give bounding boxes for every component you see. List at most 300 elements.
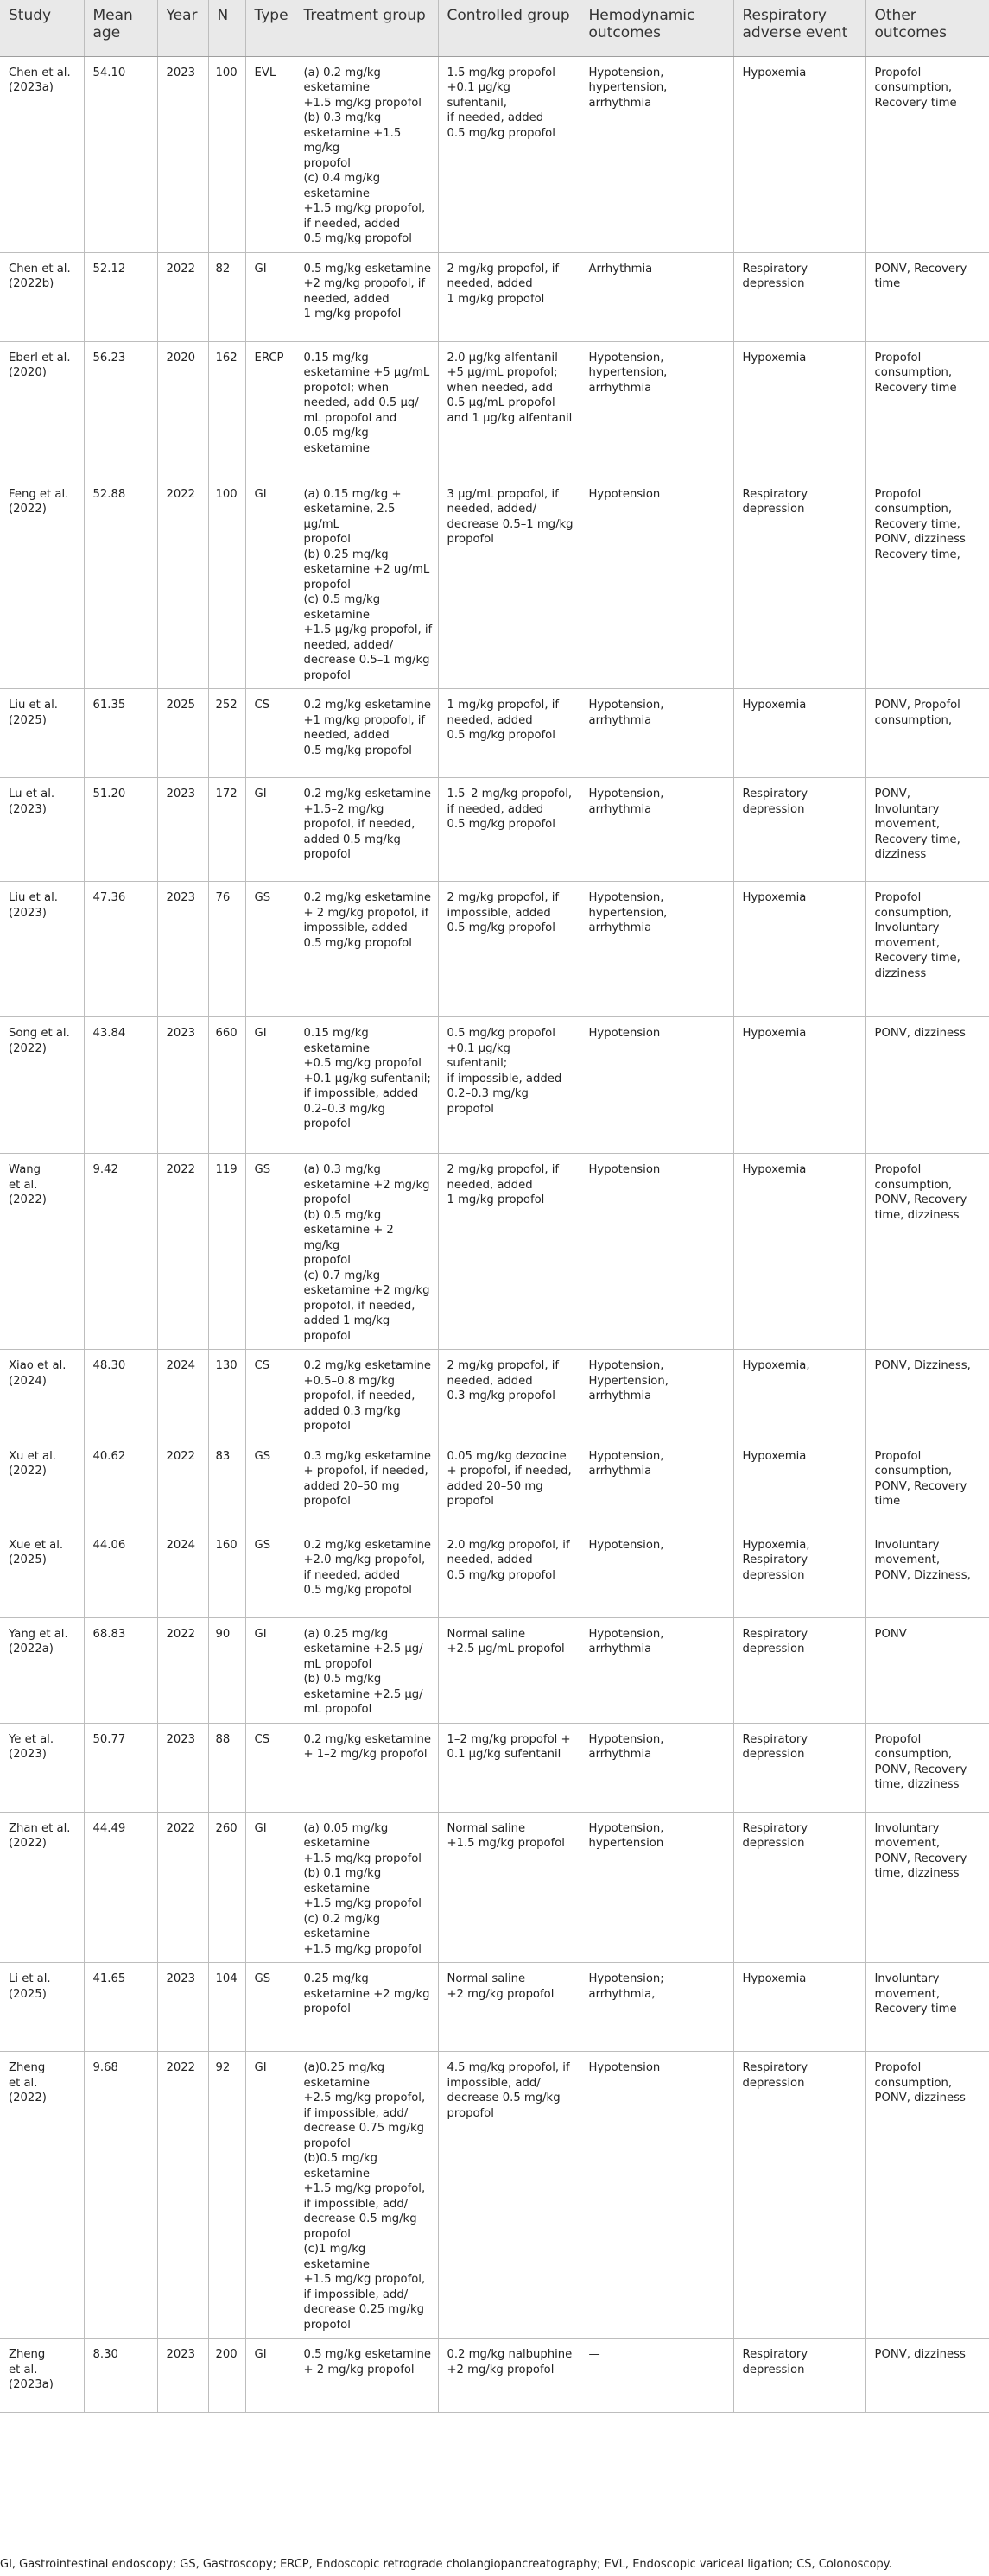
cell-text-line: when needed, add — [447, 381, 553, 395]
cell-text-line: Liu et al. — [9, 699, 58, 712]
cell-text-line: 0.5 mg/kg esketamine — [303, 262, 432, 275]
cell-hemodynamic-outcomes — [580, 1529, 733, 1617]
cell-text-line: (a) 0.05 mg/kg — [303, 1821, 389, 1835]
cell-mean-age: 9.42 — [84, 1154, 157, 1350]
cell-text-line: propofol — [303, 156, 351, 170]
cell-type: GS — [245, 1154, 295, 1350]
cell-text-line: 0.05 mg/kg dezocine — [447, 1449, 567, 1463]
table-row — [0, 341, 989, 478]
cell-text-line: + propofol, if needed, — [447, 1465, 572, 1478]
cell-study — [0, 1154, 84, 1350]
cell-text-line: Propofol — [874, 1732, 922, 1746]
cell-text-line: movement, — [874, 1987, 941, 2001]
cell-study — [0, 689, 84, 778]
cell-text-line: Respiratory — [742, 1554, 808, 1566]
cell-mean-age: 8.30 — [84, 2339, 157, 2413]
cell-mean-age: 48.30 — [84, 1350, 157, 1440]
cell-hemodynamic-outcomes — [580, 1723, 733, 1812]
cell-text-line: Hypoxemia — [742, 351, 807, 364]
cell-text-line: 1 mg/kg propofol — [303, 307, 402, 320]
cell-study — [0, 56, 84, 252]
table-row — [0, 56, 989, 252]
cell-text-line: Involuntary — [874, 1972, 940, 1985]
cell-text-line: 3 μg/mL propofol, if — [447, 487, 559, 501]
cell-text-line: depression — [742, 2363, 805, 2377]
cell-text-line: Feng et al. — [9, 487, 69, 501]
cell-treatment-group — [295, 1723, 438, 1812]
cell-text-line: Respiratory — [742, 487, 808, 501]
cell-n: 104 — [208, 1963, 245, 2052]
cell-text-line: esketamine — [303, 1882, 370, 1896]
cell-treatment-group — [295, 1812, 438, 1963]
cell-text-line: esketamine — [303, 81, 370, 94]
cell-controlled-group — [438, 1812, 580, 1963]
cell-text-line: 0.2 mg/kg esketamine — [303, 788, 432, 801]
cell-text-line: 0.3 mg/kg esketamine — [303, 1449, 432, 1463]
cell-text-line: 0.5 mg/kg propofol — [303, 936, 412, 950]
cell-n: 76 — [208, 882, 245, 1017]
header-n: N — [208, 0, 245, 56]
cell-text-line: Involuntary — [874, 1538, 940, 1552]
cell-controlled-group — [438, 341, 580, 478]
cell-n: 82 — [208, 252, 245, 341]
cell-text-line: decrease 0.75 mg/kg — [303, 2122, 424, 2135]
cell-text-line: + 2 mg/kg propofol, if — [303, 906, 429, 920]
cell-text-line: propofol — [447, 1495, 494, 1508]
cell-text-line: (2025) — [9, 1554, 47, 1566]
cell-controlled-group — [438, 252, 580, 341]
cell-text-line: Hypotension, — [588, 1732, 664, 1746]
cell-type: GI — [245, 252, 295, 341]
cell-year: 2023 — [157, 1723, 208, 1812]
cell-text-line: (2022a) — [9, 1642, 54, 1655]
cell-text-line: consumption, — [874, 906, 953, 920]
cell-text-line: 0.5 mg/kg propofol — [303, 1584, 412, 1597]
cell-text-line: 0.2 mg/kg nalbuphine — [447, 2348, 573, 2361]
cell-text-line: (2022) — [9, 1193, 47, 1206]
cell-treatment-group — [295, 2052, 438, 2339]
cell-n: 100 — [208, 478, 245, 689]
cell-type: GS — [245, 1529, 295, 1617]
cell-text-line: propofol — [303, 2003, 351, 2016]
cell-controlled-group — [438, 689, 580, 778]
cell-text-line: propofol — [303, 2227, 351, 2241]
cell-text-line: +1.5 mg/kg propofol — [303, 1942, 422, 1956]
cell-year: 2023 — [157, 56, 208, 252]
cell-type: GI — [245, 478, 295, 689]
cell-text-line: (2022b) — [9, 277, 54, 290]
cell-text-line: decrease 0.5–1 mg/kg — [303, 654, 430, 667]
cell-type: GI — [245, 2339, 295, 2413]
header-study: Study — [0, 0, 84, 56]
cell-year: 2023 — [157, 1017, 208, 1154]
cell-text-line: +0.1 μg/kg sufentanil, — [447, 81, 510, 110]
cell-text-line: +2.5 mg/kg propofol, — [303, 2092, 426, 2104]
cell-text-line: (2025) — [9, 713, 47, 727]
cell-text-line: 0.2 mg/kg esketamine — [303, 1732, 432, 1746]
cell-respiratory-adverse-event — [733, 1617, 865, 1723]
cell-text-line: Hypoxemia — [742, 1163, 807, 1176]
cell-respiratory-adverse-event — [733, 341, 865, 478]
cell-text-line: hypertension, — [588, 366, 668, 379]
cell-text-line: (b) 0.5 mg/kg — [303, 1208, 382, 1222]
cell-n: 130 — [208, 1350, 245, 1440]
cell-text-line: decrease 0.5 mg/kg — [303, 2212, 417, 2225]
cell-text-line: depression — [742, 1837, 805, 1850]
cell-text-line: Propofol — [874, 1449, 922, 1463]
cell-text-line: esketamine +1.5 mg/kg — [303, 126, 402, 155]
cell-other-outcomes — [865, 252, 989, 341]
cell-hemodynamic-outcomes — [580, 2339, 733, 2413]
cell-text-line: (2025) — [9, 1987, 47, 2001]
cell-text-line: Hypoxemia — [742, 1972, 807, 1985]
cell-controlled-group — [438, 56, 580, 252]
cell-n: 119 — [208, 1154, 245, 1350]
cell-text-line: esketamine +2 mg/kg — [303, 1284, 430, 1297]
cell-text-line: esketamine — [303, 1927, 370, 1940]
cell-hemodynamic-outcomes — [580, 1440, 733, 1529]
cell-text-line: arrhythmia — [588, 921, 652, 934]
cell-text-line: 0.1 μg/kg sufentanil — [447, 1748, 561, 1761]
cell-respiratory-adverse-event — [733, 1440, 865, 1529]
cell-text-line: consumption, — [874, 713, 953, 727]
cell-text-line: +1.5 mg/kg propofol, — [303, 202, 426, 215]
cell-text-line: PONV, dizziness — [874, 533, 966, 546]
cell-text-line: 0.15 mg/kg — [303, 351, 369, 364]
cell-study — [0, 2339, 84, 2413]
cell-text-line: PONV, Dizziness, — [874, 1359, 971, 1372]
cell-text-line: propofol — [303, 1329, 351, 1343]
cell-year: 2023 — [157, 778, 208, 882]
cell-respiratory-adverse-event — [733, 1723, 865, 1812]
cell-controlled-group — [438, 478, 580, 689]
cell-text-line: 2.0 μg/kg alfentanil — [447, 351, 558, 364]
cell-year: 2025 — [157, 689, 208, 778]
cell-text-line: Propofol — [874, 487, 922, 501]
cell-text-line: 2 mg/kg propofol, if — [447, 262, 560, 275]
cell-treatment-group — [295, 478, 438, 689]
cell-text-line: time, dizziness — [874, 1778, 960, 1791]
cell-text-line: Hypotension; — [588, 1972, 664, 1985]
cell-type: EVL — [245, 56, 295, 252]
cell-year: 2023 — [157, 1963, 208, 2052]
cell-text-line: PONV — [874, 1627, 907, 1641]
cell-text-line: 0.2–0.3 mg/kg — [303, 1102, 385, 1116]
cell-type: GI — [245, 1617, 295, 1723]
cell-year: 2024 — [157, 1529, 208, 1617]
cell-text-line: if impossible, add/ — [303, 2106, 409, 2120]
cell-text-line: Hypotension, — [588, 1359, 664, 1372]
cell-text-line: Propofol — [874, 2061, 922, 2074]
cell-text-line: Respiratory — [742, 2061, 808, 2074]
cell-n: 100 — [208, 56, 245, 252]
cell-type: CS — [245, 1723, 295, 1812]
cell-text-line: PONV, Recovery — [874, 1763, 967, 1776]
cell-respiratory-adverse-event — [733, 1350, 865, 1440]
cell-text-line: (c) 0.2 mg/kg — [303, 1912, 381, 1926]
cell-study — [0, 1812, 84, 1963]
cell-text-line: depression — [742, 1642, 805, 1655]
cell-text-line: Zheng — [9, 2348, 46, 2361]
cell-text-line: depression — [742, 1748, 805, 1761]
cell-year: 2022 — [157, 2052, 208, 2339]
cell-text-line: movement, — [874, 1837, 941, 1850]
cell-text-line: arrhythmia — [588, 1642, 652, 1655]
cell-text-line: Hypoxemia, — [742, 1538, 810, 1552]
cell-text-line: +2 mg/kg propofol — [447, 1987, 555, 2001]
cell-text-line: (2020) — [9, 366, 47, 379]
cell-type: GS — [245, 1963, 295, 2052]
cell-text-line: (a) 0.25 mg/kg — [303, 1627, 389, 1641]
cell-text-line: +1.5 mg/kg propofol, — [303, 2182, 426, 2195]
cell-text-line: Respiratory — [742, 1732, 808, 1746]
cell-text-line: if impossible, added — [447, 1072, 562, 1085]
cell-controlled-group — [438, 1963, 580, 2052]
cell-text-line: dizziness — [874, 848, 927, 861]
cell-respiratory-adverse-event — [733, 689, 865, 778]
cell-text-line: (c)1 mg/kg — [303, 2243, 366, 2256]
table-row — [0, 689, 989, 778]
cell-text-line: mL propofol — [303, 1703, 372, 1716]
cell-text-line: (2023) — [9, 906, 47, 920]
cell-text-line: propofol, if needed, — [303, 1389, 415, 1402]
cell-text-line: propofol — [303, 2318, 351, 2332]
cell-text-line: Respiratory — [742, 1821, 808, 1835]
cell-text-line: mL propofol and — [303, 411, 397, 425]
cell-text-line: time, dizziness — [874, 1867, 960, 1880]
cell-text-line: arrhythmia — [588, 713, 652, 727]
cell-n: 172 — [208, 778, 245, 882]
cell-treatment-group — [295, 1350, 438, 1440]
cell-text-line: Zheng — [9, 2061, 46, 2074]
cell-other-outcomes — [865, 341, 989, 478]
cell-text-line: Lu et al. — [9, 788, 55, 801]
table-row — [0, 2052, 989, 2339]
cell-text-line: esketamine +2 ug/mL — [303, 563, 430, 576]
cell-year: 2023 — [157, 882, 208, 1017]
cell-text-line: Hypoxemia — [742, 1449, 807, 1463]
cell-text-line: movement, — [874, 1554, 941, 1566]
cell-text-line: consumption, — [874, 1748, 953, 1761]
cell-text-line: time — [874, 277, 901, 290]
cell-controlled-group — [438, 882, 580, 1017]
cell-text-line: propofol — [303, 533, 351, 546]
cell-text-line: 0.25 mg/kg — [303, 1972, 369, 1985]
cell-other-outcomes — [865, 1017, 989, 1154]
cell-text-line: +1.5 mg/kg propofol, — [303, 2273, 426, 2286]
cell-treatment-group — [295, 252, 438, 341]
cell-text-line: Eberl et al. — [9, 351, 71, 364]
cell-text-line: (2022) — [9, 1465, 47, 1478]
cell-text-line: if needed, added — [447, 111, 544, 124]
cell-study — [0, 882, 84, 1017]
cell-text-line: Recovery time — [874, 96, 957, 110]
cell-n: 83 — [208, 1440, 245, 1529]
cell-text-line: impossible, added — [447, 906, 551, 920]
cell-other-outcomes — [865, 1154, 989, 1350]
cell-text-line: (2022) — [9, 2092, 47, 2104]
cell-respiratory-adverse-event — [733, 56, 865, 252]
cell-text-line: Recovery time, — [874, 517, 960, 531]
cell-n: 88 — [208, 1723, 245, 1812]
cell-study — [0, 341, 84, 478]
cell-text-line: 0.5 mg/kg propofol — [303, 744, 412, 757]
cell-mean-age: 56.23 — [84, 341, 157, 478]
cell-text-line: and 1 μg/kg alfentanil — [447, 411, 573, 425]
cell-controlled-group — [438, 778, 580, 882]
cell-text-line: 0.5 mg/kg propofol — [447, 729, 555, 742]
cell-hemodynamic-outcomes — [580, 1812, 733, 1963]
cell-text-line: Hypotension, — [588, 351, 664, 364]
cell-text-line: 0.05 mg/kg — [303, 427, 369, 440]
cell-text-line: Involuntary — [874, 802, 940, 816]
table-body — [0, 56, 989, 2413]
cell-type: CS — [245, 1350, 295, 1440]
cell-mean-age: 52.88 — [84, 478, 157, 689]
cell-text-line: Arrhythmia — [588, 262, 653, 275]
cell-text-line: propofol — [303, 2136, 351, 2150]
cell-n: 200 — [208, 2339, 245, 2413]
cell-text-line: consumption, — [874, 503, 953, 516]
cell-text-line: added 20–50 mg — [303, 1479, 400, 1493]
cell-other-outcomes — [865, 1723, 989, 1812]
cell-text-line: added 1 mg/kg — [303, 1314, 390, 1327]
cell-text-line: if impossible, add/ — [303, 2288, 409, 2301]
cell-respiratory-adverse-event — [733, 1963, 865, 2052]
cell-text-line: et al. — [9, 2076, 38, 2090]
cell-text-line: arrhythmia — [588, 1465, 652, 1478]
cell-text-line: needed, added — [447, 1374, 533, 1388]
cell-text-line: hypertension, — [588, 81, 668, 94]
cell-text-line: Hypotension, — [588, 788, 664, 801]
header-year: Year — [157, 0, 208, 56]
cell-study — [0, 2052, 84, 2339]
cell-text-line: consumption, — [874, 81, 953, 94]
cell-mean-age: 44.06 — [84, 1529, 157, 1617]
cell-mean-age: 9.68 — [84, 2052, 157, 2339]
cell-text-line: Respiratory — [742, 788, 808, 801]
cell-text-line: esketamine — [303, 1837, 370, 1850]
cell-text-line: (b) 0.1 mg/kg — [303, 1867, 382, 1880]
table-row — [0, 1812, 989, 1963]
cell-study — [0, 1440, 84, 1529]
cell-text-line: 2.0 mg/kg propofol, if — [447, 1538, 570, 1552]
cell-hemodynamic-outcomes — [580, 252, 733, 341]
cell-respiratory-adverse-event — [733, 882, 865, 1017]
cell-text-line: Respiratory — [742, 262, 808, 275]
cell-text-line: Normal saline — [447, 1972, 526, 1985]
cell-text-line: arrhythmia — [588, 1389, 652, 1402]
cell-controlled-group — [438, 1617, 580, 1723]
cell-text-line: (b) 0.25 mg/kg — [303, 547, 389, 561]
cell-text-line: (c) 0.7 mg/kg — [303, 1269, 381, 1282]
cell-text-line: 2 mg/kg propofol, if — [447, 1359, 560, 1372]
cell-text-line: Normal saline — [447, 1627, 526, 1641]
cell-text-line: (2024) — [9, 1374, 47, 1388]
cell-year: 2023 — [157, 2339, 208, 2413]
cell-other-outcomes — [865, 1963, 989, 2052]
cell-text-line: Involuntary — [874, 921, 940, 934]
cell-text-line: Liu et al. — [9, 891, 58, 904]
cell-text-line: — — [588, 2348, 600, 2361]
cell-text-line: PONV, dizziness — [874, 2092, 966, 2104]
cell-text-line: propofol, if needed, — [303, 818, 415, 831]
cell-hemodynamic-outcomes — [580, 56, 733, 252]
cell-text-line: + 1–2 mg/kg propofol — [303, 1748, 428, 1761]
cell-treatment-group — [295, 2339, 438, 2413]
cell-respiratory-adverse-event — [733, 2052, 865, 2339]
cell-text-line: Hypoxemia — [742, 1027, 807, 1040]
cell-respiratory-adverse-event — [733, 478, 865, 689]
cell-year: 2020 — [157, 341, 208, 478]
cell-text-line: Recovery time — [874, 381, 957, 395]
cell-study — [0, 252, 84, 341]
cell-study — [0, 1017, 84, 1154]
cell-text-line: Wang — [9, 1163, 41, 1176]
cell-other-outcomes — [865, 478, 989, 689]
cell-text-line: Recovery time, — [874, 952, 960, 965]
cell-controlled-group — [438, 1529, 580, 1617]
cell-text-line: movement, — [874, 818, 941, 831]
table-row — [0, 1723, 989, 1812]
cell-text-line: Propofol — [874, 66, 922, 79]
cell-text-line: (2022) — [9, 1041, 47, 1055]
cell-text-line: Hypotension, — [588, 1449, 664, 1463]
cell-text-line: (a)0.25 mg/kg — [303, 2061, 385, 2074]
cell-respiratory-adverse-event — [733, 1529, 865, 1617]
cell-mean-age: 54.10 — [84, 56, 157, 252]
cell-text-line: arrhythmia — [588, 381, 652, 395]
cell-hemodynamic-outcomes — [580, 689, 733, 778]
cell-n: 162 — [208, 341, 245, 478]
cell-text-line: added 20–50 mg — [447, 1479, 543, 1493]
cell-mean-age: 52.12 — [84, 252, 157, 341]
cell-hemodynamic-outcomes — [580, 1617, 733, 1723]
cell-text-line: Hypoxemia, — [742, 1359, 810, 1372]
cell-text-line: Hypotension, — [588, 1821, 664, 1835]
cell-study — [0, 778, 84, 882]
cell-mean-age: 43.84 — [84, 1017, 157, 1154]
cell-controlled-group — [438, 1723, 580, 1812]
cell-study — [0, 1529, 84, 1617]
cell-mean-age: 40.62 — [84, 1440, 157, 1529]
cell-text-line: +1.5–2 mg/kg — [303, 802, 384, 816]
cell-other-outcomes — [865, 1440, 989, 1529]
cell-text-line: depression — [742, 1568, 805, 1582]
cell-text-line: +1.5 mg/kg propofol — [303, 1897, 422, 1910]
cell-other-outcomes — [865, 56, 989, 252]
cell-text-line: PONV, dizziness — [874, 1027, 966, 1040]
cell-text-line: 1 mg/kg propofol, if — [447, 699, 560, 712]
cell-text-line: propofol — [303, 1254, 351, 1267]
cell-text-line: (2022) — [9, 1837, 47, 1850]
cell-text-line: 0.2 mg/kg esketamine — [303, 699, 432, 712]
header-type: Type — [245, 0, 295, 56]
cell-hemodynamic-outcomes — [580, 1154, 733, 1350]
cell-text-line: mL propofol — [303, 1657, 372, 1671]
cell-text-line: needed, added — [447, 277, 533, 290]
cell-type: GS — [245, 882, 295, 1017]
cell-treatment-group — [295, 1017, 438, 1154]
cell-text-line: propofol — [447, 533, 494, 546]
cell-mean-age: 41.65 — [84, 1963, 157, 2052]
cell-text-line: Recovery time, — [874, 832, 960, 846]
cell-year: 2022 — [157, 252, 208, 341]
cell-other-outcomes — [865, 778, 989, 882]
cell-year: 2022 — [157, 478, 208, 689]
cell-text-line: (c) 0.4 mg/kg — [303, 172, 381, 185]
cell-text-line: +0.1 μg/kg sufentanil; — [447, 1041, 510, 1070]
